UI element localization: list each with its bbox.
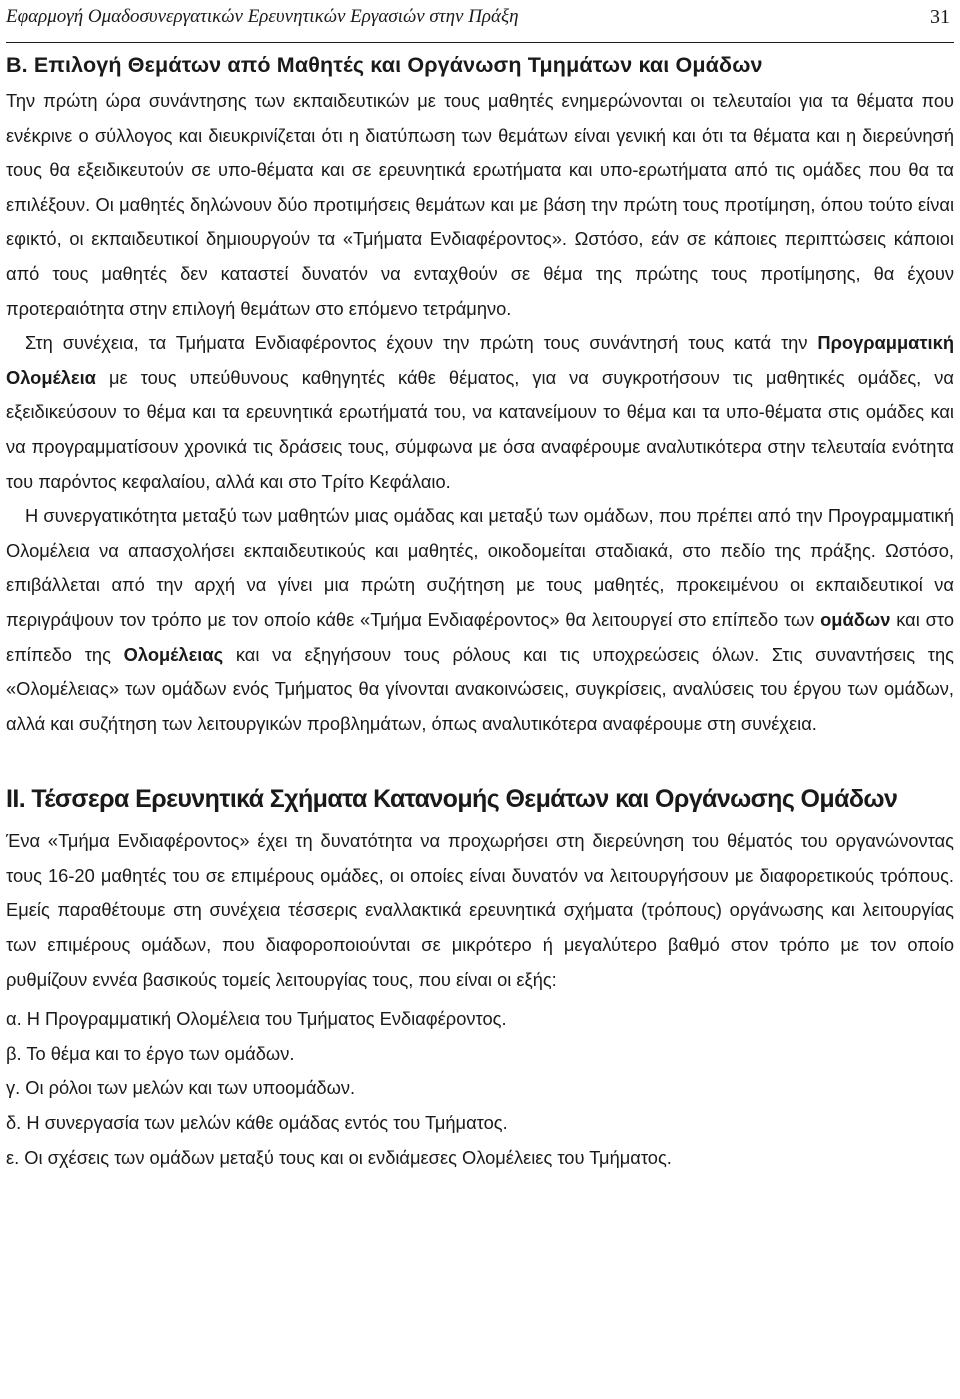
list-item: γ. Οι ρόλοι των μελών και των υποομάδων. <box>6 1077 356 1099</box>
page-number: 31 <box>930 6 950 28</box>
list-item: β. Το θέμα και το έργο των ομάδων. <box>6 1042 295 1064</box>
running-header <box>6 0 954 43</box>
paragraph-programmatic-plenary <box>6 326 954 499</box>
paragraph-text: Η συνεργατικότητα μεταξύ των μαθητών μιας ομάδας και μεταξύ των ομάδων, που πρέπει από την Προγραμματική Ολομέλεια να απασχολήσει εκπαιδευτικούς και μαθητές, οικοδομείται σταδιακά, στο πεδίο της πράξης. Ωστόσο, επιβάλλεται από την αρχή να γίνει μια πρώτη συζήτηση με τους μαθητές, προκειμένου οι εκπαιδευτικοί να περιγράψουν τον τρόπο με τον οποίο κάθε «Τμήμα Ενδιαφέροντος» θα λειτουργεί στο επίπεδο των <box>6 505 954 630</box>
paragraph-research-schemes: Ένα «Τμήμα Ενδιαφέροντος» έχει τη δυνατότητα να προχωρήσει στη διερεύνηση του θέματός του οργανώνοντας τους 16-20 μαθητές του σε επιμέρους ομάδες, οι οποίες είναι δυνατόν να λειτουργήσουν με διαφορετικούς τρόπους. Εμείς παραθέτουμε στη συνέχεια τέσσερις εναλλακτικά ερευνητικά σχήματα (τρόπους) οργάνωσης και λειτουργίας των επιμέρους ομάδων, που διαφοροποιούνται σε μικρότερο ή μεγαλύτερο βαθμό στον τρόπο με τον οποίο ρυθμίζουν εννέα βασικούς τομείς λειτουργίας τους, που είναι οι εξής: <box>6 830 954 990</box>
list-item: δ. Η συνεργασία των μελών κάθε ομάδας εντός του Τμήματος. <box>6 1112 508 1134</box>
section-heading-b: B. Επιλογή Θεμάτων από Μαθητές και Οργάνωση Τμημάτων και Ομάδων <box>6 53 763 77</box>
document-page <box>6 0 954 1175</box>
paragraph-text: και στο επίπεδο της <box>6 608 954 665</box>
section-heading-ii: ΙΙ. Τέσσερα Ερευνητικά Σχήματα Κατανομής Θεμάτων και Οργάνωσης Ομάδων <box>6 785 898 814</box>
paragraph-topic-selection: Την πρώτη ώρα συνάντησης των εκπαιδευτικών με τους μαθητές ενημερώνονται οι τελευταίοι για τα θέματα που ενέκρινε ο σύλλογος και διευκρινίζεται ότι η διατύπωση των θεμάτων είναι γενική και ότι τα θέματα και η διερεύνησή τους θα εξειδικευτούν σε υπο-θέματα και σε ερευνητικά ερωτήματα και υπο-ερωτήματα από τις ομάδες που θα τα επιλέξουν. Οι μαθητές δηλώνουν δύο προτιμήσεις θεμάτων και με βάση την πρώτη τους προτίμηση, όπου τούτο είναι εφικτό, οι εκπαιδευτικοί δημιουργούν τα «Τμήματα Ενδιαφέροντος». Ωστόσο, εάν σε κάποιες περιπτώσεις κάποιοι από τους μαθητές δεν καταστεί δυνατόν να ενταχθούν σε θέμα της πρώτης τους προτίμησης, θα έχουν προτεραιότητα στην επιλογή θεμάτων στο επόμενο τετράμηνο. <box>6 90 954 319</box>
list-item: ε. Οι σχέσεις των ομάδων μεταξύ τους και οι ενδιάμεσες Ολομέλειες του Τμήματος. <box>6 1146 672 1168</box>
paragraph-text: Στη συνέχεια, τα Τμήματα Ενδιαφέροντος έχουν την πρώτη τους συνάντησή τους κατά την <box>25 332 808 354</box>
bold-term-plenary: Ολομέλειας <box>123 643 224 665</box>
paragraph-text: με τους υπεύθυνους καθηγητές κάθε θέματος, για να συγκροτήσουν τις μαθητικές ομάδες, να εξειδικεύσουν το θέμα και τα ερευνητικά ερωτήματά του, να κατανείμουν το θέμα και τα υπο-θέματα στις ομάδες και να προγραμματίσουν χρονικά τις δράσεις τους, σύμφωνα με όσα αναφέρουμε αναλυτικότερα στην τελευταία ενότητα του παρόντος κεφαλαίου, αλλά και στο Τρίτο Κεφάλαιο. <box>6 366 954 492</box>
paragraph-text: και να εξηγήσουν τους ρόλους και τις υποχρεώσεις όλων. Στις συναντήσεις της «Ολομέλειας» των ομάδων ενός Τμήματος θα γίνονται ανακοινώσεις, συγκρίσεις, αναλύσεις του έργου των ομάδων, αλλά και συζήτηση των λειτουργικών προβλημάτων, όπως αναλυτικότερα αναφέρουμε στη συνέχεια. <box>6 643 954 734</box>
list-item: α. Η Προγραμματική Ολομέλεια του Τμήματος Ενδιαφέροντος. <box>6 1008 507 1030</box>
running-header-title: Εφαρμογή Ομαδοσυνεργατικών Ερευνητικών Εργασιών στην Πράξη <box>6 6 519 27</box>
operating-areas-list <box>6 1002 954 1175</box>
bold-term-groups: ομάδων <box>820 608 891 630</box>
bold-term-programmatic-plenary: Προγραμματική Ολομέλεια <box>6 332 954 388</box>
paragraph-collaboration <box>6 499 954 741</box>
